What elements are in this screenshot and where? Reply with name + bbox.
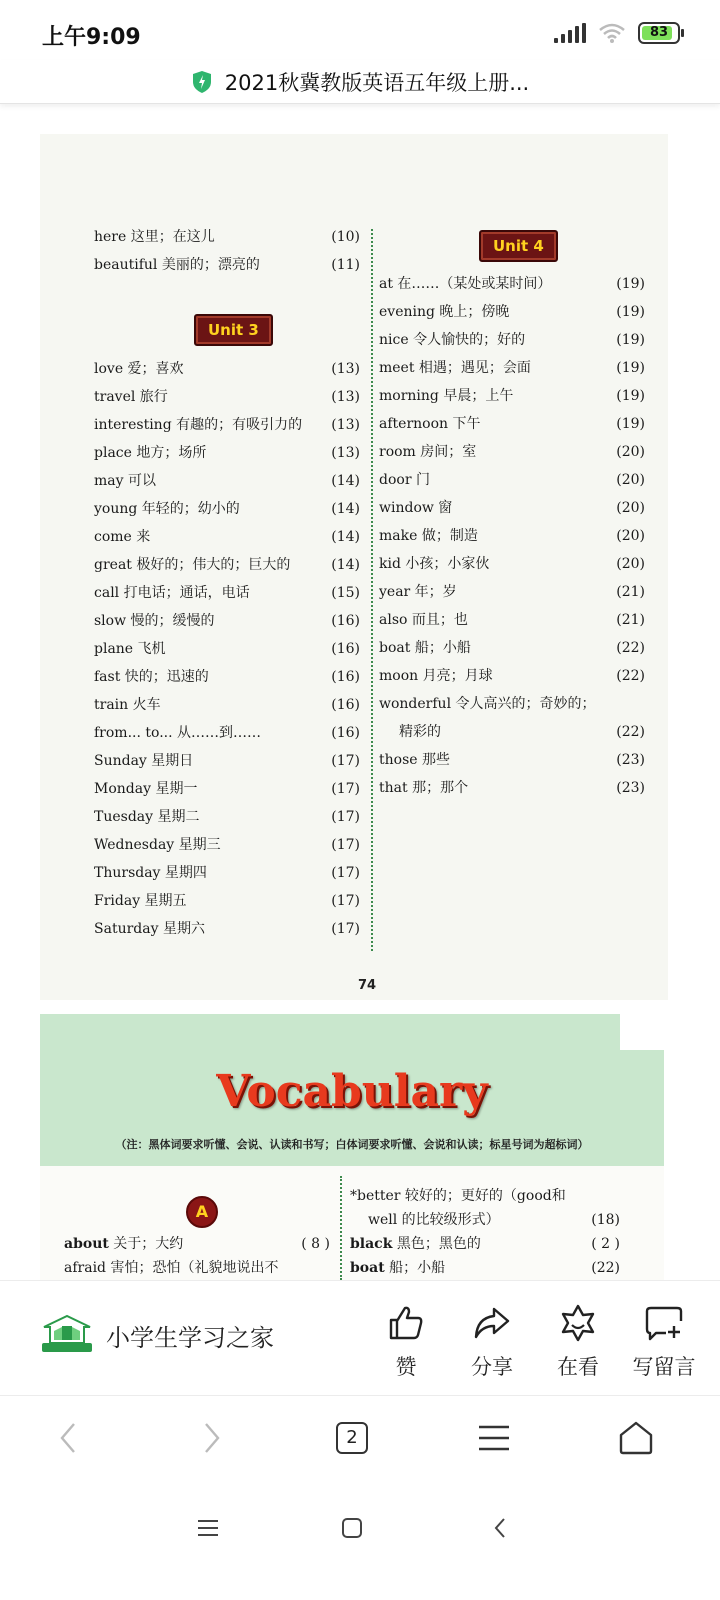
word-entry: black 黑色；黑色的 ( 2 ) — [350, 1236, 620, 1252]
word-entry: door 门 (20) — [379, 472, 645, 488]
tab-count-icon — [336, 1422, 368, 1454]
letter-a-badge: A — [186, 1196, 218, 1228]
vocabulary-banner — [40, 1014, 664, 1166]
word-entry: beautiful 美丽的；漂亮的 (11) — [94, 257, 360, 273]
home-nav-button[interactable] — [332, 1508, 372, 1548]
word-entry: kid 小孩；小家伙 (20) — [379, 556, 645, 572]
battery-icon — [638, 22, 680, 44]
chevron-left-icon — [492, 1517, 508, 1539]
word-entry: boat 船；小船 (22) — [350, 1260, 620, 1276]
school-logo-icon — [40, 1313, 94, 1357]
word-entry: nice 令人愉快的；好的 (19) — [379, 332, 645, 348]
word-entry: those 那些 (23) — [379, 752, 645, 768]
comment-button[interactable] — [632, 1303, 696, 1381]
word-entry: may 可以 (14) — [94, 473, 360, 489]
word-entry: interesting 有趣的；有吸引力的 (13) — [94, 417, 360, 433]
system-nav-bar — [0, 1478, 720, 1600]
word-entry: at 在……（某处或某时间） (19) — [379, 276, 645, 292]
status-icons — [554, 22, 680, 44]
vocabulary-title: Vocabulary — [216, 1066, 488, 1117]
word-entry: moon 月亮；月球 (22) — [379, 668, 645, 684]
column-divider — [371, 229, 373, 951]
word-entry: Friday 星期五 (17) — [94, 893, 360, 909]
textbook-page-image — [40, 134, 668, 1000]
chevron-left-icon — [58, 1422, 78, 1454]
status-time: 上午9:09 — [42, 25, 141, 50]
back-button[interactable] — [46, 1416, 90, 1460]
like-label: 赞 — [395, 1355, 417, 1379]
share-label: 分享 — [471, 1355, 513, 1379]
unit-4-badge: Unit 4 — [479, 230, 558, 262]
word-entry: evening 晚上；傍晚 (19) — [379, 304, 645, 320]
tabs-button[interactable] — [330, 1416, 374, 1460]
word-entry: great 极好的；伟大的；巨大的 (14) — [94, 557, 360, 573]
vocabulary-note: （注：黑体词要求听懂、会说、认读和书写；白体词要求听懂、会说和认读；标星号词为超标词） — [115, 1138, 589, 1151]
battery-level: 83 — [649, 25, 669, 40]
share-icon — [472, 1303, 512, 1343]
word-entry: morning 早晨；上午 (19) — [379, 388, 645, 404]
tab-count: 2 — [346, 1427, 358, 1448]
like-button[interactable] — [374, 1303, 438, 1381]
shield-icon — [191, 70, 213, 94]
word-entry: Thursday 星期四 (17) — [94, 865, 360, 881]
word-entry: year 年；岁 (21) — [379, 584, 645, 600]
word-entry: young 年轻的；幼小的 (14) — [94, 501, 360, 517]
word-entry: from... to... 从……到…… (16) — [94, 725, 360, 741]
page-title: 2021秋冀教版英语五年级上册... — [224, 70, 530, 95]
square-icon — [341, 1517, 363, 1539]
word-entry: 精彩的 (22) — [399, 724, 645, 740]
column-divider — [340, 1176, 342, 1280]
word-entry: *better 较好的；更好的（good和 — [350, 1188, 566, 1204]
word-entry: call 打电话；通话，电话 (15) — [94, 585, 360, 601]
page-number: 74 — [358, 978, 377, 993]
word-entry: wonderful 令人高兴的；奇妙的； — [379, 696, 596, 712]
word-entry: fast 快的；迅速的 (16) — [94, 669, 360, 685]
wow-button[interactable] — [546, 1303, 610, 1381]
word-entry: also 而且；也 (21) — [379, 612, 645, 628]
word-entry: slow 慢的；缓慢的 (16) — [94, 613, 360, 629]
star-flower-icon — [558, 1303, 598, 1343]
unit-3-badge: Unit 3 — [194, 314, 273, 346]
home-button[interactable] — [614, 1416, 658, 1460]
forward-button[interactable] — [190, 1416, 234, 1460]
back-nav-button[interactable] — [480, 1508, 520, 1548]
word-entry: room 房间；室 (20) — [379, 444, 645, 460]
menu-icon — [477, 1424, 511, 1452]
word-entry: Tuesday 星期二 (17) — [94, 809, 360, 825]
share-button[interactable] — [460, 1303, 524, 1381]
wifi-icon — [598, 22, 626, 44]
word-entry: plane 飞机 (16) — [94, 641, 360, 657]
word-entry: travel 旅行 (13) — [94, 389, 360, 405]
word-entry: boat 船；小船 (22) — [379, 640, 645, 656]
account-link[interactable] — [40, 1313, 274, 1357]
word-entry: Sunday 星期日 (17) — [94, 753, 360, 769]
menu-button[interactable] — [472, 1416, 516, 1460]
word-entry: meet 相遇；遇见；会面 (19) — [379, 360, 645, 376]
title-bar — [0, 60, 720, 104]
word-entry: window 窗 (20) — [379, 500, 645, 516]
menu-icon — [197, 1519, 219, 1537]
browser-toolbar — [0, 1398, 720, 1476]
word-entry: about 关于；大约 ( 8 ) — [64, 1236, 330, 1252]
vocabulary-page-image — [40, 1166, 664, 1280]
chevron-right-icon — [202, 1422, 222, 1454]
signal-icon — [554, 23, 586, 43]
word-entry: here 这里；在这儿 (10) — [94, 229, 360, 245]
wow-label: 在看 — [557, 1355, 599, 1379]
word-entry: make 做；制造 (20) — [379, 528, 645, 544]
account-name: 小学生学习之家 — [106, 1323, 274, 1352]
thumbs-up-icon — [386, 1303, 426, 1343]
comment-plus-icon — [644, 1303, 684, 1343]
article-footer — [0, 1280, 720, 1396]
word-entry: afternoon 下午 (19) — [379, 416, 645, 432]
word-entry: come 来 (14) — [94, 529, 360, 545]
word-entry: afraid 害怕；恐怕（礼貌地说出不 — [64, 1260, 279, 1276]
home-icon — [618, 1420, 654, 1456]
word-entry: Monday 星期一 (17) — [94, 781, 360, 797]
status-bar — [0, 0, 720, 66]
action-bar — [374, 1303, 696, 1381]
word-entry: train 火车 (16) — [94, 697, 360, 713]
comment-label: 写留言 — [632, 1355, 696, 1379]
word-entry: Wednesday 星期三 (17) — [94, 837, 360, 853]
recent-apps-button[interactable] — [188, 1508, 228, 1548]
word-entry: well 的比较级形式） (18) — [368, 1212, 620, 1228]
word-entry: Saturday 星期六 (17) — [94, 921, 360, 937]
word-entry: love 爱；喜欢 (13) — [94, 361, 360, 377]
word-entry: that 那；那个 (23) — [379, 780, 645, 796]
word-entry: place 地方；场所 (13) — [94, 445, 360, 461]
